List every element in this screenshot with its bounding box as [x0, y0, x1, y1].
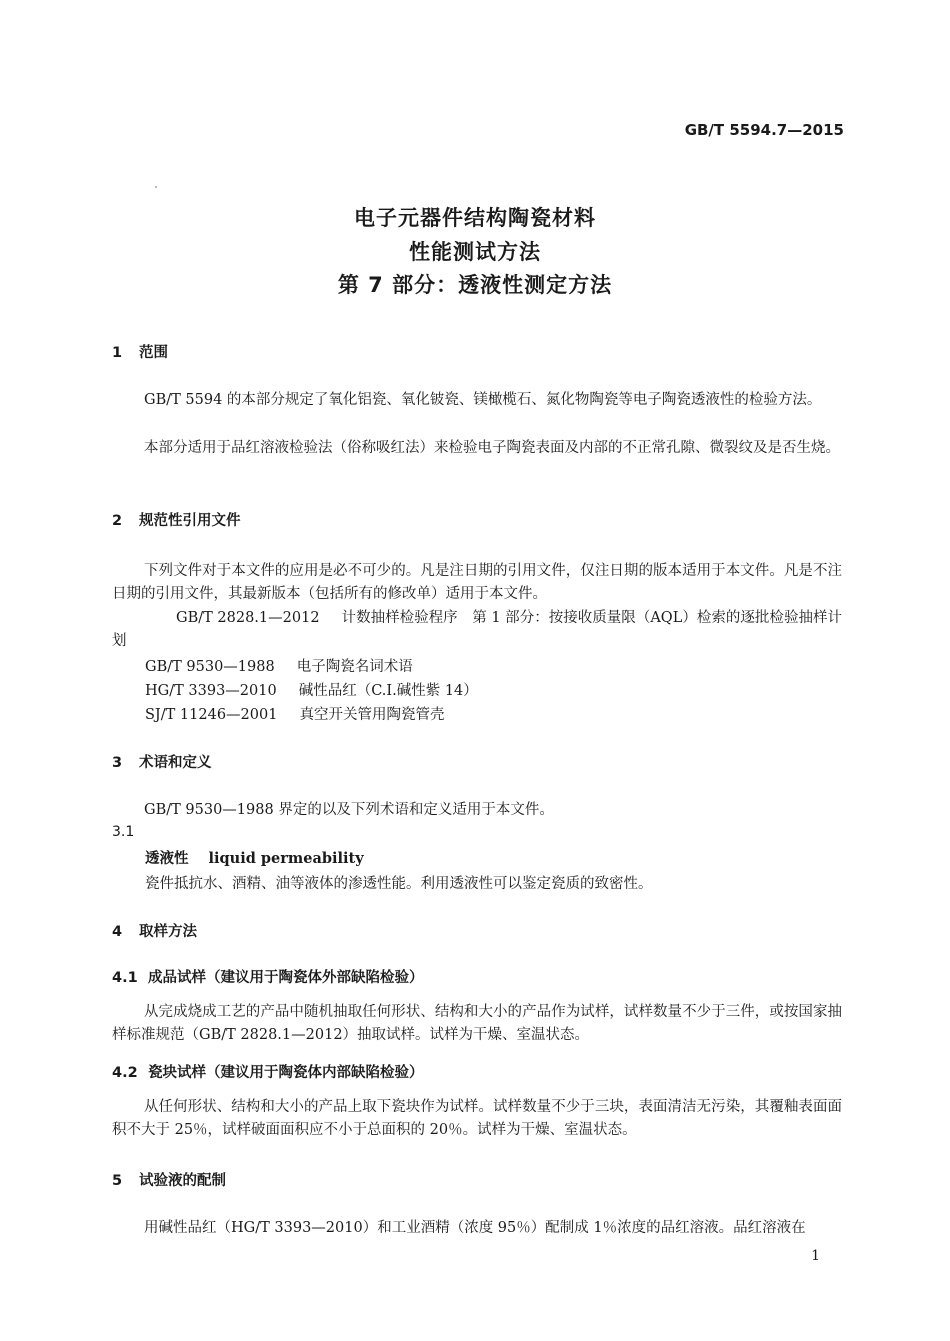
- section-3-heading: [112, 751, 212, 772]
- section-title: 试验液的配制: [139, 1173, 226, 1189]
- reference-code: GB/T 9530—1988: [145, 659, 275, 675]
- reference-title: 计数抽样检验程序 第 1 部分：按接收质量限（AQL）检索的逐批检验抽样计划: [112, 610, 842, 649]
- subsection-4-2-paragraph: 从任何形状、结构和大小的产品上取下瓷块作为试样。试样数量不少于三块，表面清洁无污染，其覆釉表面面积不大于 25％，试样破面面积应不小于总面积的 20％。试样为干燥、室温状态。: [112, 1099, 842, 1138]
- reference-item: [145, 703, 444, 724]
- section-number: 4: [112, 924, 123, 940]
- section-title: 范围: [139, 345, 168, 361]
- term-entry: [145, 847, 364, 868]
- clause-number: 3.1: [112, 824, 135, 840]
- section-number: 5: [112, 1173, 123, 1189]
- section-5-paragraph-1: 用碱性品红（HG/T 3393—2010）和工业酒精（浓度 95％）配制成 1％浓度的品红溶液。品红溶液在: [144, 1220, 806, 1236]
- term-definition: 瓷件抵抗水、酒精、油等液体的渗透性能。利用透液性可以鉴定瓷质的致密性。: [145, 876, 653, 892]
- subsection-4-1-heading: [112, 966, 424, 987]
- page-number: 1: [811, 1248, 820, 1264]
- reference-code: GB/T 2828.1—2012: [176, 610, 320, 626]
- subsection-title: 瓷块试样（建议用于陶瓷体内部缺陷检验）: [148, 1065, 424, 1081]
- section-1-paragraph-2: 本部分适用于品红溶液检验法（俗称吸红法）来检验电子陶瓷表面及内部的不正常孔隙、微裂纹及是否生烧。: [144, 440, 840, 456]
- document-title-line-1: 电子元器件结构陶瓷材料: [354, 206, 596, 230]
- section-title: 取样方法: [139, 924, 197, 940]
- reference-item: [145, 655, 413, 676]
- term-english: liquid permeability: [208, 850, 364, 867]
- reference-item: [112, 607, 842, 653]
- reference-item: [145, 679, 478, 700]
- section-number: 1: [112, 345, 123, 361]
- section-2-paragraph-1: 下列文件对于本文件的应用是必不可少的。凡是注日期的引用文件，仅注日期的版本适用于本文件。凡是不注日期的引用文件，其最新版本（包括所有的修改单）适用于本文件。: [112, 563, 842, 602]
- section-title: 规范性引用文件: [139, 513, 241, 529]
- reference-title: 碱性品红（C.I.碱性紫 14）: [298, 683, 478, 699]
- subsection-number: 4.1: [112, 970, 138, 986]
- reference-code: SJ/T 11246—2001: [145, 707, 278, 723]
- section-3-paragraph-1: GB/T 9530—1988 界定的以及下列术语和定义适用于本文件。: [144, 802, 554, 818]
- reference-code: HG/T 3393—2010: [145, 683, 277, 699]
- document-title-line-3: 第 7 部分：透液性测定方法: [337, 273, 613, 297]
- subsection-number: 4.2: [112, 1065, 138, 1081]
- reference-title: 真空开关管用陶瓷管壳: [299, 707, 445, 723]
- section-number: 2: [112, 513, 123, 529]
- term-chinese: 透液性: [145, 851, 189, 867]
- section-1-heading: [112, 341, 168, 362]
- section-4-heading: [112, 920, 197, 941]
- document-title-line-2: 性能测试方法: [409, 240, 541, 264]
- section-title: 术语和定义: [139, 755, 212, 771]
- subsection-4-2-heading: [112, 1061, 424, 1082]
- subsection-title: 成品试样（建议用于陶瓷体外部缺陷检验）: [148, 970, 424, 986]
- section-2-heading: [112, 509, 241, 530]
- section-1-paragraph-1: GB/T 5594 的本部分规定了氧化铝瓷、氧化铍瓷、镁橄榄石、氮化物陶瓷等电子陶瓷透液性的检验方法。: [144, 392, 822, 408]
- subsection-4-1-paragraph: 从完成烧成工艺的产品中随机抽取任何形状、结构和大小的产品作为试样，试样数量不少于三件，或按国家抽样标准规范（GB/T 2828.1—2012）抽取试样。试样为干燥、室温状态。: [112, 1004, 842, 1043]
- reference-title: 电子陶瓷名词术语: [296, 659, 413, 675]
- standard-number: GB/T 5594.7—2015: [684, 121, 844, 139]
- section-5-heading: [112, 1169, 226, 1190]
- scan-speck: [155, 186, 157, 188]
- section-number: 3: [112, 755, 123, 771]
